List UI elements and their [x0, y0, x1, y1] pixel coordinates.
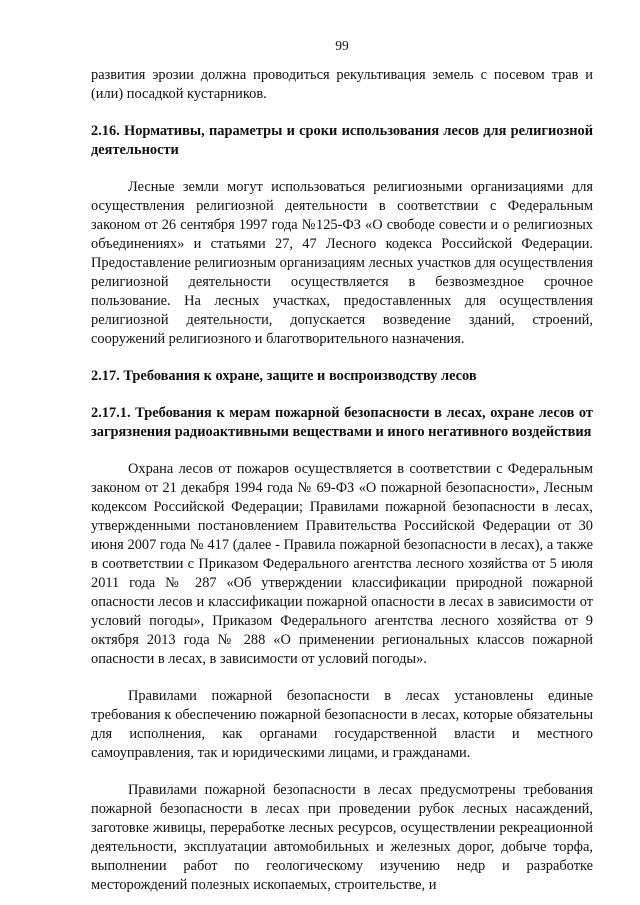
section-heading-2-17-1: 2.17.1. Требования к мерам пожарной безопасности в лесах, охране лесов от загрязнения радиоактивными веществами и иного негативного воздействия: [91, 405, 593, 440]
section-heading-2-17: 2.17. Требования к охране, защите и воспроизводству лесов: [91, 368, 477, 384]
paragraph-religious-use: Лесные земли могут использоваться религиозными организациями для осуществления религиозной деятельности в соответствии с Федеральным законом от 26 сентября 1997 года №125-ФЗ «О свободе совести и о религиозных объединениях» и статьями 27, 47 Лесного кодекса Российской Федерации. Предоставление религиозным организациям лесных участков для осуществления религиозной деятельности осуществляется в безвозмездное срочное пользование. На лесных участках, предоставленных для осуществления религиозной деятельности, допускается возведение зданий, строений, сооружений религиозного и благотворительного назначения.: [91, 179, 593, 347]
continuation-paragraph: развития эрозии должна проводиться рекультивация земель с посевом трав и (или) посадкой кустарников.: [91, 67, 593, 102]
paragraph-fire-protection: Охрана лесов от пожаров осуществляется в соответствии с Федеральным законом от 21 декабря 1994 года № 69-ФЗ «О пожарной безопасности», Лесным кодексом Российской Федерации; Правилами пожарной безопасности в лесах, утвержденными постановлением Правительства Российской Федерации от 30 июня 2007 года № 417 (далее - Правила пожарной безопасности в лесах), а также в соответствии с Приказом Федерального агентства лесного хозяйства от 5 июля 2011 года № 287 «Об утверждении классификации природной пожарной опасности лесов и классификации пожарной опасности в лесах в зависимости от условий погоды», Приказом Федерального агентства лесного хозяйства от 9 октября 2013 года № 288 «О применении региональных классов пожарной опасности в лесах, в зависимости от условий погоды».: [91, 461, 593, 667]
paragraph-fire-requirements: Правилами пожарной безопасности в лесах предусмотрены требования пожарной безопасности в лесах при проведении рубок лесных насаждений, заготовке живицы, переработке лесных ресурсов, осуществлении рекреационной деятельности, эксплуатации автомобильных и железных дорог, добыче торфа, выполнении работ по геологическому изучению недр и разработке месторождений полезных ископаемых, строительстве, и: [91, 782, 593, 893]
section-heading-2-16: 2.16. Нормативы, параметры и сроки использования лесов для религиозной деятельности: [91, 123, 593, 158]
page-number: 99: [335, 38, 349, 53]
paragraph-fire-rules: Правилами пожарной безопасности в лесах установлены единые требования к обеспечению пожарной безопасности в лесах, которые обязательны для исполнения, как органами государственной власти и местного самоуправления, так и юридическими лицами, и гражданами.: [91, 688, 593, 761]
